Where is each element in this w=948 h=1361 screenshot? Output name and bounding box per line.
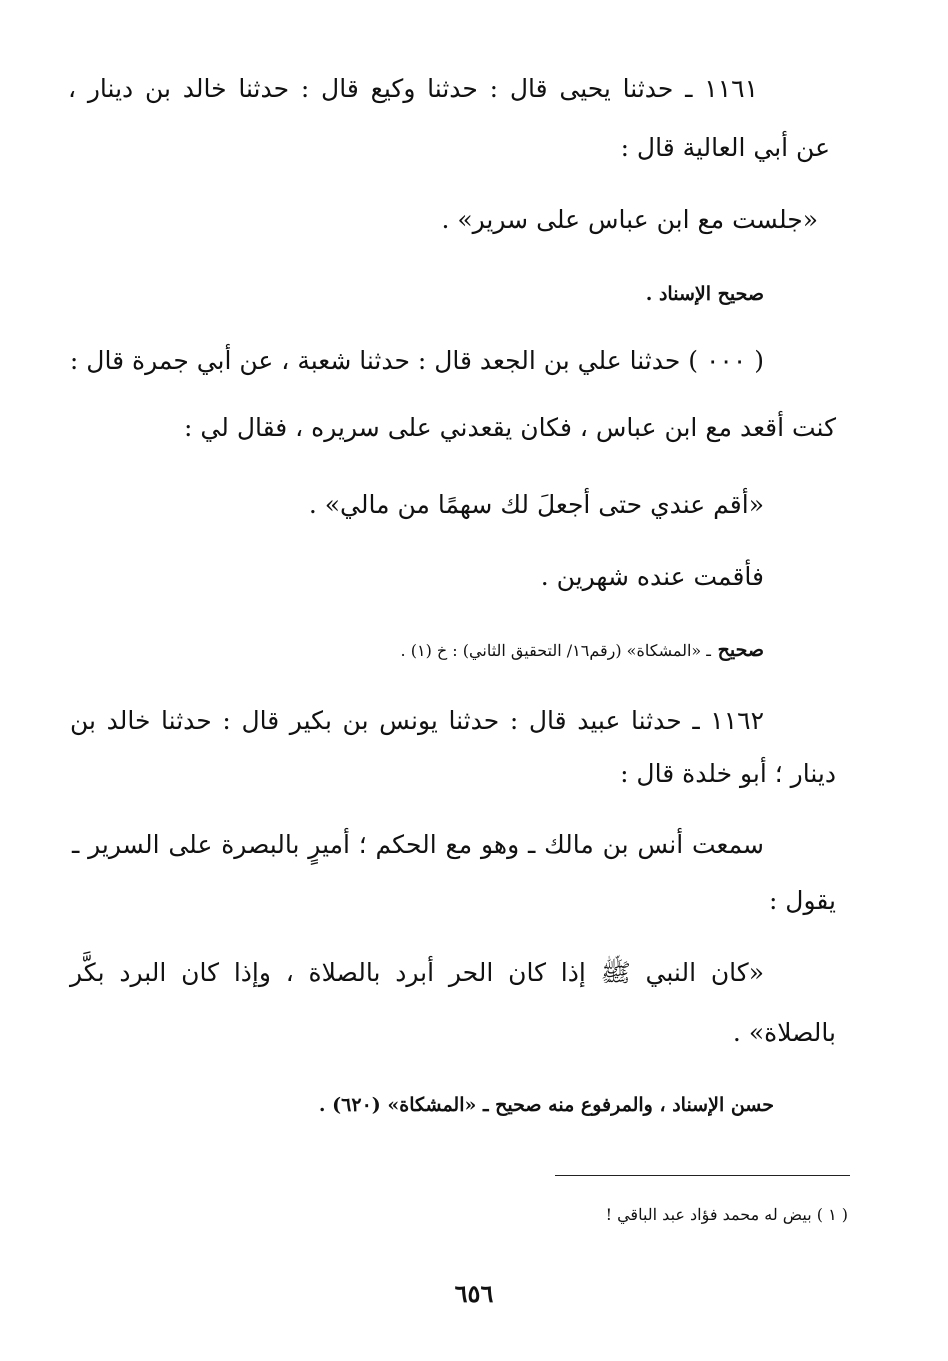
hadith-1162-matn-line1: «كان النبي ﷺ إذا كان الحر أبرد بالصلاة ، وإذا كان البرد بكَّر [70,958,764,987]
hadith-1162-line1: ١١٦٢ ـ حدثنا عبيد قال : حدثنا يونس بن بكير قال : حدثنا خالد بن [70,706,764,735]
hadith-1161-line2: عن أبي العالية قال : [620,133,830,162]
hadith-000-continuation: فأقمت عنده شهرين . [540,562,764,591]
hadith-000-grade: صحيح ـ «المشكاة» (رقم١٦/ التحقيق الثاني) : خ (١) . [400,639,764,661]
footnote: ( ١ ) بيض له محمد فؤاد عبد الباقي ! [605,1205,848,1224]
hadith-1162-line2: دينار ؛ أبو خلدة قال : [620,759,836,788]
footnote-separator [555,1175,850,1176]
hadith-1162-grade: حسن الإسناد ، والمرفوع منه صحيح ـ «المشكاة» (٦٢٠) . [318,1094,774,1116]
hadith-000-matn: «أقم عندي حتى أجعلَ لك سهمًا من مالي» . [308,490,764,519]
page-number: ٦٥٦ [454,1279,494,1308]
hadith-1161-matn: «جلست مع ابن عباس على سرير» . [441,205,818,234]
hadith-1162-matn-line2: بالصلاة» . [732,1018,836,1047]
hadith-1161-grade: صحيح الإسناد . [645,283,764,305]
hadith-1162-line3: سمعت أنس بن مالك ـ وهو مع الحكم ؛ أميرٍ بالبصرة على السرير ـ [72,830,764,859]
hadith-1161-line1: ١١٦١ ـ حدثنا يحيى قال : حدثنا وكيع قال : حدثنا خالد بن دينار ، [68,74,758,103]
hadith-000-line2: كنت أقعد مع ابن عباس ، فكان يقعدني على سريره ، فقال لي : [184,413,836,442]
hadith-000-line1: ( ٠٠٠ ) حدثنا علي بن الجعد قال : حدثنا شعبة ، عن أبي جمرة قال : [69,346,764,375]
hadith-1162-line4: يقول : [768,886,836,915]
